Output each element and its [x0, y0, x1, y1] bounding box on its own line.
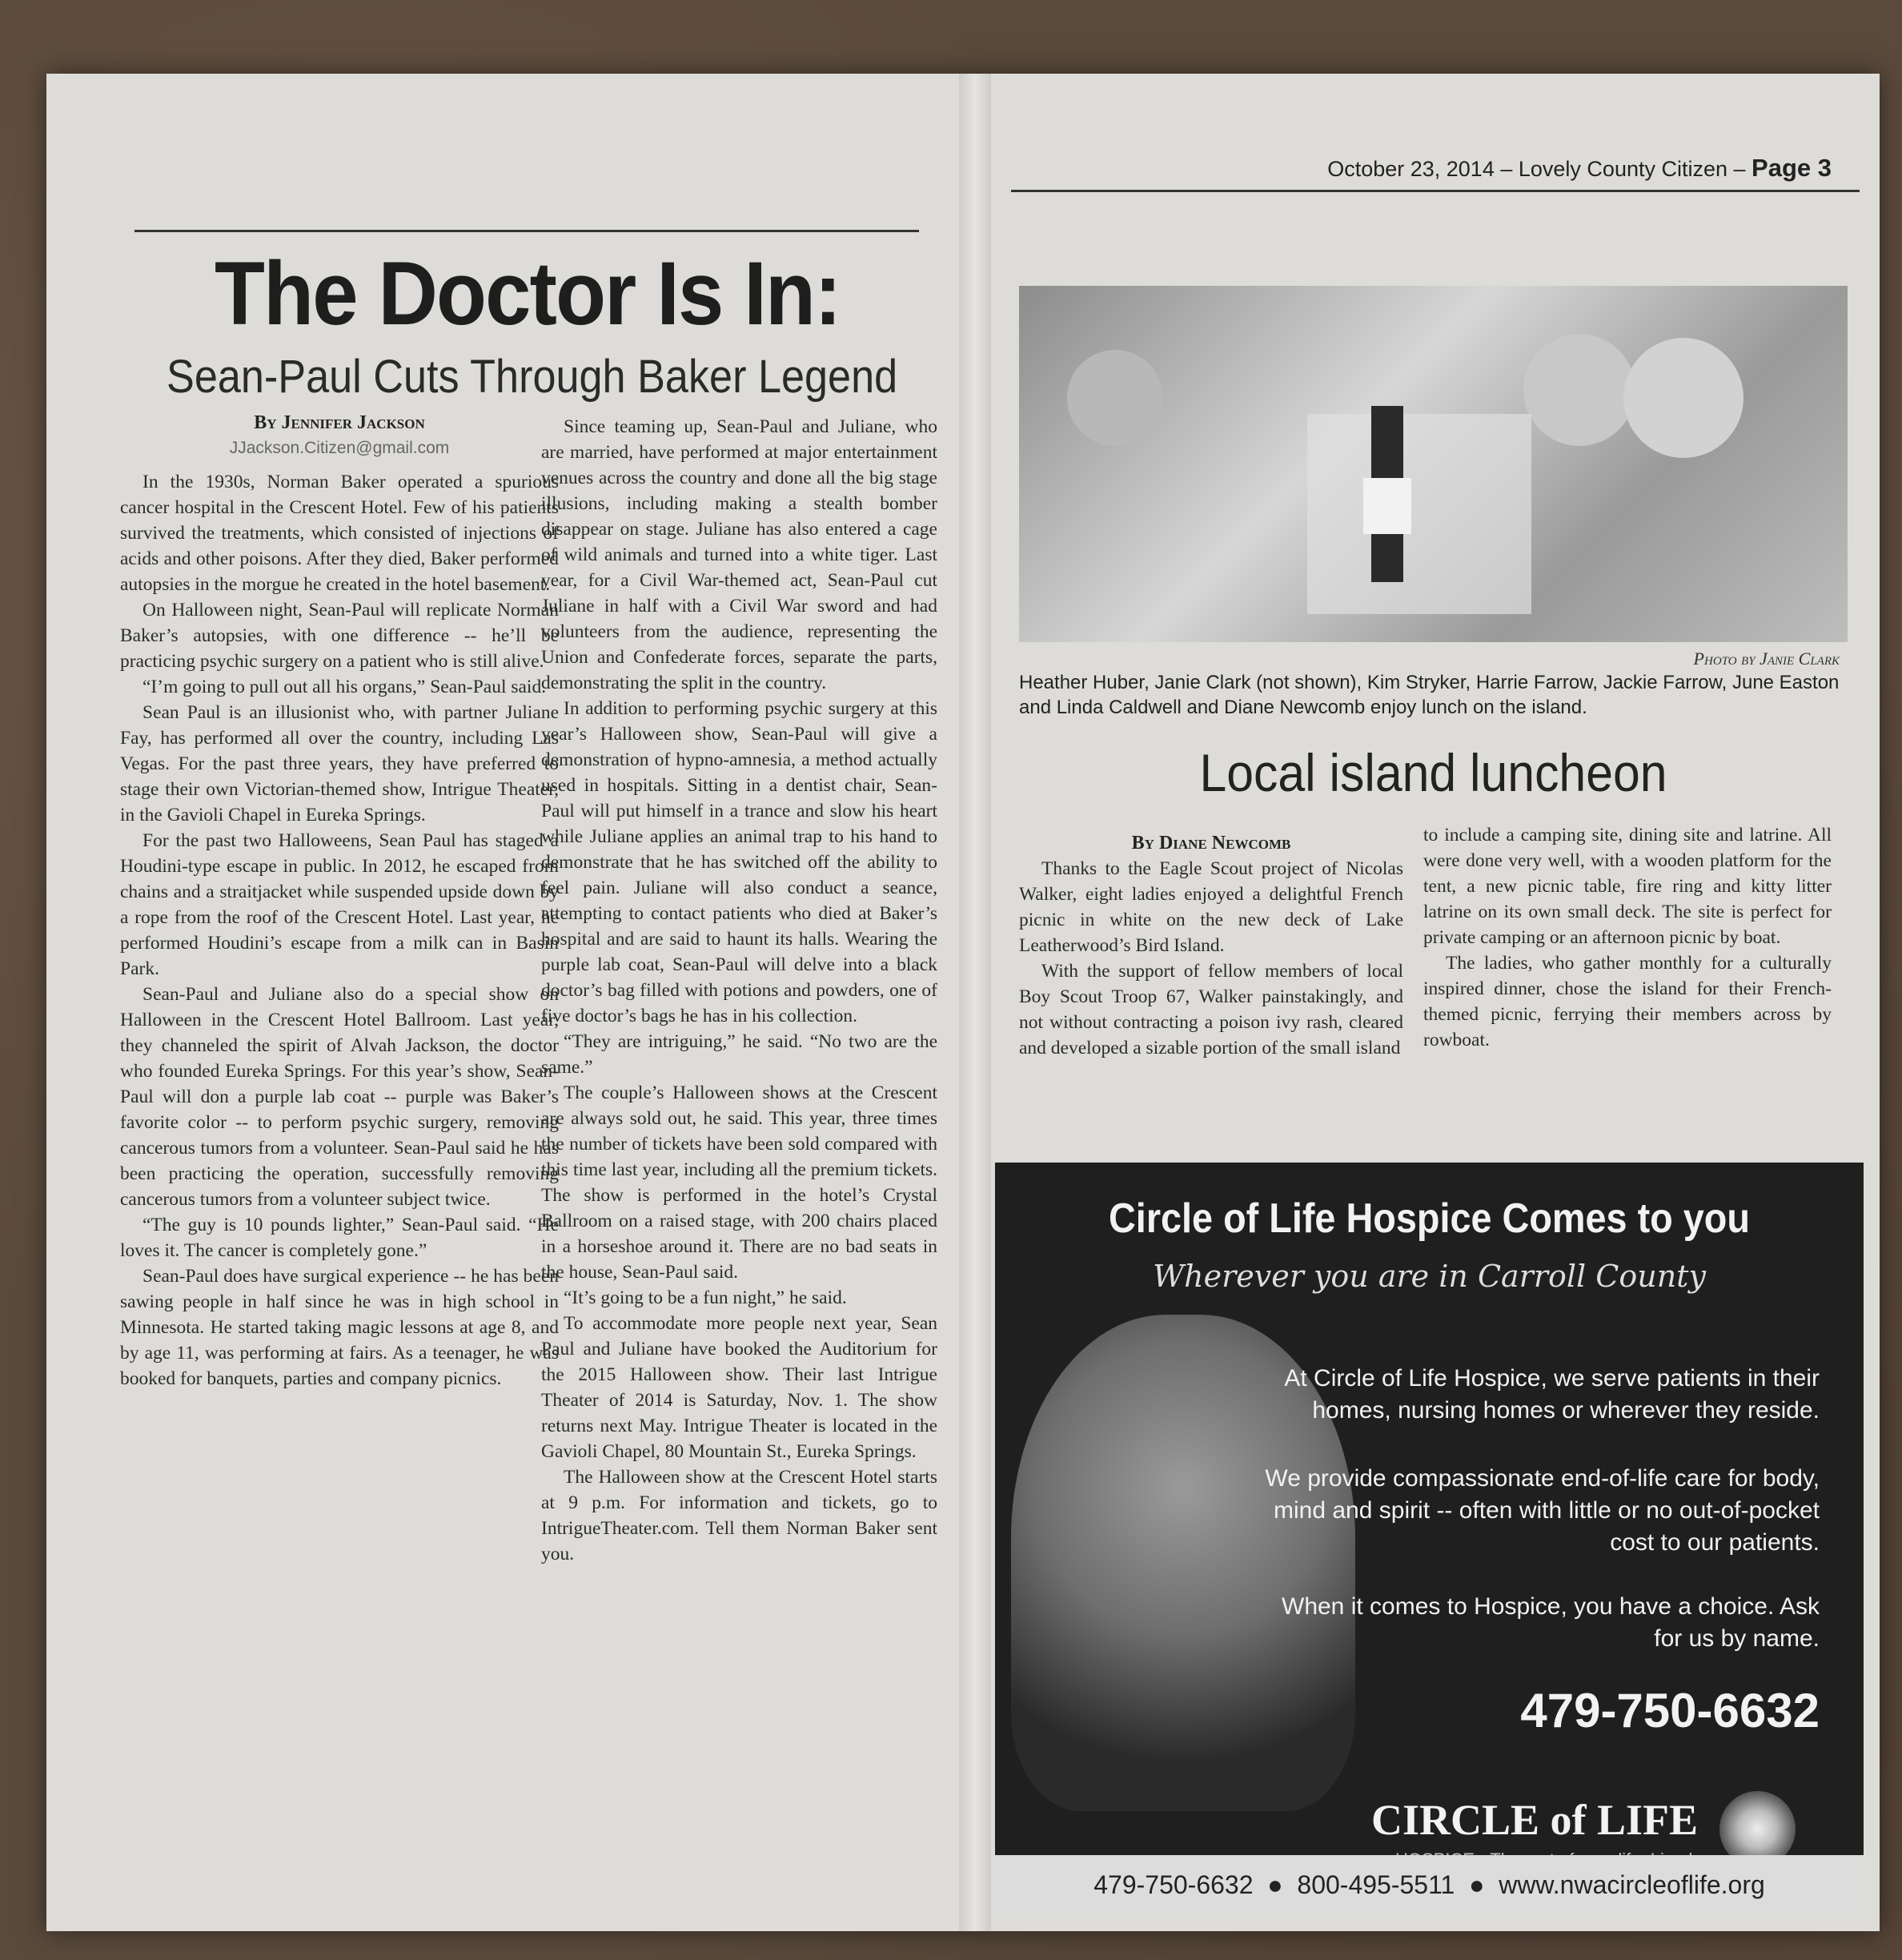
photo-credit: Photo by Janie Clark [1693, 649, 1840, 669]
footer-phone-2: 800-495-5511 [1297, 1870, 1455, 1899]
masthead-date: October 23, 2014 [1327, 157, 1495, 181]
article-column-1 [120, 410, 559, 1392]
article-column-2 [541, 414, 937, 1567]
footer-url: www.nwacircleoflife.org [1499, 1870, 1765, 1899]
luncheon-column-2 [1423, 822, 1832, 1053]
left-page [46, 74, 967, 1931]
page-masthead: October 23, 2014 – Lovely County Citizen – Page 3 [1327, 154, 1832, 182]
paragraph: to include a camping site, dining site and latrine. All were done very well, with a wooden platform for the tent, a new picnic table, fire ring and kitty litter latrine on its own small deck. The site is perfect for private camping or an afternoon picnic by boat. [1423, 825, 1832, 948]
paragraph: Since teaming up, Sean-Paul and Juliane, who are married, have performed at major entertainment venues across the country and done all the big stage illusions, including making a stealth bomber disappear on stage. Juliane has also entered a cage of wild animals and turned into a white tiger. Last year, for a Civil War-themed act, Sean-Paul cut Juliane in half with a Civil War sword and had volunteers from the audience, representing the Union and Confederate forces, separate the parts, demonstrating the split in the country. [541, 416, 937, 693]
paragraph: “I’m going to pull out all his organs,” Sean-Paul said. [142, 677, 547, 697]
luncheon-photo-illustration [1019, 286, 1848, 642]
ad-paragraph-2: We provide compassionate end-of-life care for body, mind and spirit -- often with little or no out-of-pocket cost to our patients. [1265, 1465, 1820, 1556]
paragraph: “The guy is 10 pounds lighter,” Sean-Paul said. “He loves it. The cancer is completely gone.” [120, 1215, 559, 1261]
ad-paragraph-1: At Circle of Life Hospice, we serve patients in their homes, nursing homes or wherever they reside. [1284, 1365, 1820, 1424]
top-rule [134, 230, 919, 232]
paragraph: “They are intriguing,” he said. “No two are the same.” [541, 1031, 937, 1078]
author-email: JJackson.Citizen@gmail.com [229, 439, 450, 457]
photo-caption: Heather Huber, Janie Clark (not shown), Kim Stryker, Harrie Farrow, Jackie Farrow, June Easton and Linda Caldwell and Diane Newcomb enjoy lunch on the island. [1019, 672, 1840, 718]
newspaper-spread [46, 74, 1880, 1931]
paragraph: The ladies, who gather monthly for a culturally inspired dinner, chose the island for their French-themed picnic, ferrying their members across by rowboat. [1423, 953, 1832, 1050]
article-subhead: Sean-Paul Cuts Through Baker Legend [167, 351, 898, 403]
paragraph: Sean-Paul does have surgical experience -- he has been sawing people in half since he was in high school in Minnesota. He started taking magic lessons at age 8, and by age 11, was performing at fairs. As a teenager, he was booked for banquets, parties and company picnics. [120, 1266, 559, 1389]
ad-phone: 479-750-6632 [1520, 1684, 1820, 1737]
ad-title: Circle of Life Hospice Comes to you [1109, 1195, 1750, 1242]
hospice-advertisement [995, 1163, 1864, 1915]
ad-tagline: Wherever you are in Carroll County [1153, 1259, 1706, 1294]
hospice-logo: CIRCLE of LIFE [1371, 1796, 1699, 1844]
paragraph: With the support of fellow members of local Boy Scout Troop 67, Walker painstakingly, and not without contracting a poison ivy rash, cleared and developed a sizable portion of the small island [1019, 961, 1403, 1058]
paragraph: In addition to performing psychic surgery at this year’s Halloween show, Sean-Paul will give a demonstration of hypno-amnesia, a method actually used in hospitals. Sitting in a dentist chair, Sean-Paul will put himself in a trance and slow his heart while Juliane applies an animal trap to his hand to demonstrate that he has switched off the ability to feel pain. Juliane will also conduct a seance, attempting to contact patients who died at Baker’s hospital and are said to haunt its halls. Wearing the purple lab coat, Sean-Paul will delve into a black doctor’s bag filled with potions and powders, one of five doctor’s bags he has in his collection. [541, 698, 937, 1026]
paragraph: Sean-Paul and Juliane also do a special show on Halloween in the Crescent Hotel Ballroom. Last year, they channeled the spirit of Alvah Jackson, the doctor who founded Eureka Springs. For this year’s show, Sean-Paul will don a purple lab coat -- purple was Baker’s favorite color -- to perform psychic surgery, removing cancerous tumors from a volunteer. Sean-Paul said he has been practicing the operation, successfully removing cancerous tumors from a volunteer subject twice. [120, 984, 559, 1210]
footer-phone-1: 479-750-6632 [1093, 1870, 1254, 1899]
masthead-page: Page 3 [1752, 154, 1832, 182]
paragraph: The couple’s Halloween shows at the Crescent are always sold out, he said. This year, three times the number of tickets have been sold compared with this time last year, including all the premium tickets. The show is performed in the hotel’s Crystal Ballroom on a raised stage, with 200 chairs placed in a horseshoe around it. There are no bad seats in the house, Sean-Paul said. [541, 1082, 937, 1283]
right-page [987, 74, 1880, 1931]
article-headline: The Doctor Is In: [215, 243, 841, 343]
masthead-rule [1011, 190, 1860, 192]
paragraph: On Halloween night, Sean-Paul will replicate Norman Baker’s autopsies, with one difference -- he’ll be practicing psychic surgery on a patient who is still alive. [120, 600, 559, 672]
luncheon-photo [1019, 286, 1848, 642]
luncheon-column-1 [1019, 830, 1403, 1061]
paragraph: Sean Paul is an illusionist who, with partner Juliane Fay, has performed all over the country, including Las Vegas. For the past three years, they have preferred to stage their own Victorian-themed show, Intrigue Theater, in the Gavioli Chapel in Eureka Springs. [120, 702, 559, 825]
masthead-paper: Lovely County Citizen [1518, 157, 1728, 181]
paragraph: Thanks to the Eagle Scout project of Nicolas Walker, eight ladies enjoyed a delightful French picnic in white on the new deck of Lake Leatherwood’s Bird Island. [1019, 858, 1403, 956]
paragraph: To accommodate more people next year, Sean Paul and Juliane have booked the Auditorium for the 2015 Halloween show. Their last Intrigue Theater of 2014 is Saturday, Nov. 1. The show returns next May. Intrigue Theater is located in the Gavioli Chapel, 80 Mountain St., Eureka Springs. [541, 1313, 937, 1462]
ad-paragraph-3: When it comes to Hospice, you have a choice. Ask for us by name. [1282, 1593, 1820, 1652]
paragraph: For the past two Halloweens, Sean Paul has staged a Houdini-type escape in public. In 2012, he escaped from chains and a straitjacket while suspended upside down by a rope from the roof of the Crescent Hotel. Last year, he performed Houdini’s escape from a milk can in Basin Park. [120, 830, 559, 979]
paragraph: “It’s going to be a fun night,” he said. [564, 1287, 847, 1308]
luncheon-byline: By Diane Newcomb [1131, 833, 1291, 853]
article-byline: By Jennifer Jackson [254, 412, 425, 433]
paragraph: The Halloween show at the Crescent Hotel starts at 9 p.m. For information and tickets, go to IntrigueTheater.com. Tell them Norman Baker sent you. [541, 1467, 937, 1564]
luncheon-headline: Local island luncheon [1199, 743, 1667, 802]
paragraph: In the 1930s, Norman Baker operated a spurious cancer hospital in the Crescent Hotel. Few of his patients survived the treatments, which consisted of injections of acids and other poisons. After they died, Baker performed autopsies in the morgue he created in the hotel basement. [120, 472, 559, 595]
ad-footer: 479-750-6632 ● 800-495-5511 ● www.nwacircleoflife.org [995, 1855, 1864, 1915]
